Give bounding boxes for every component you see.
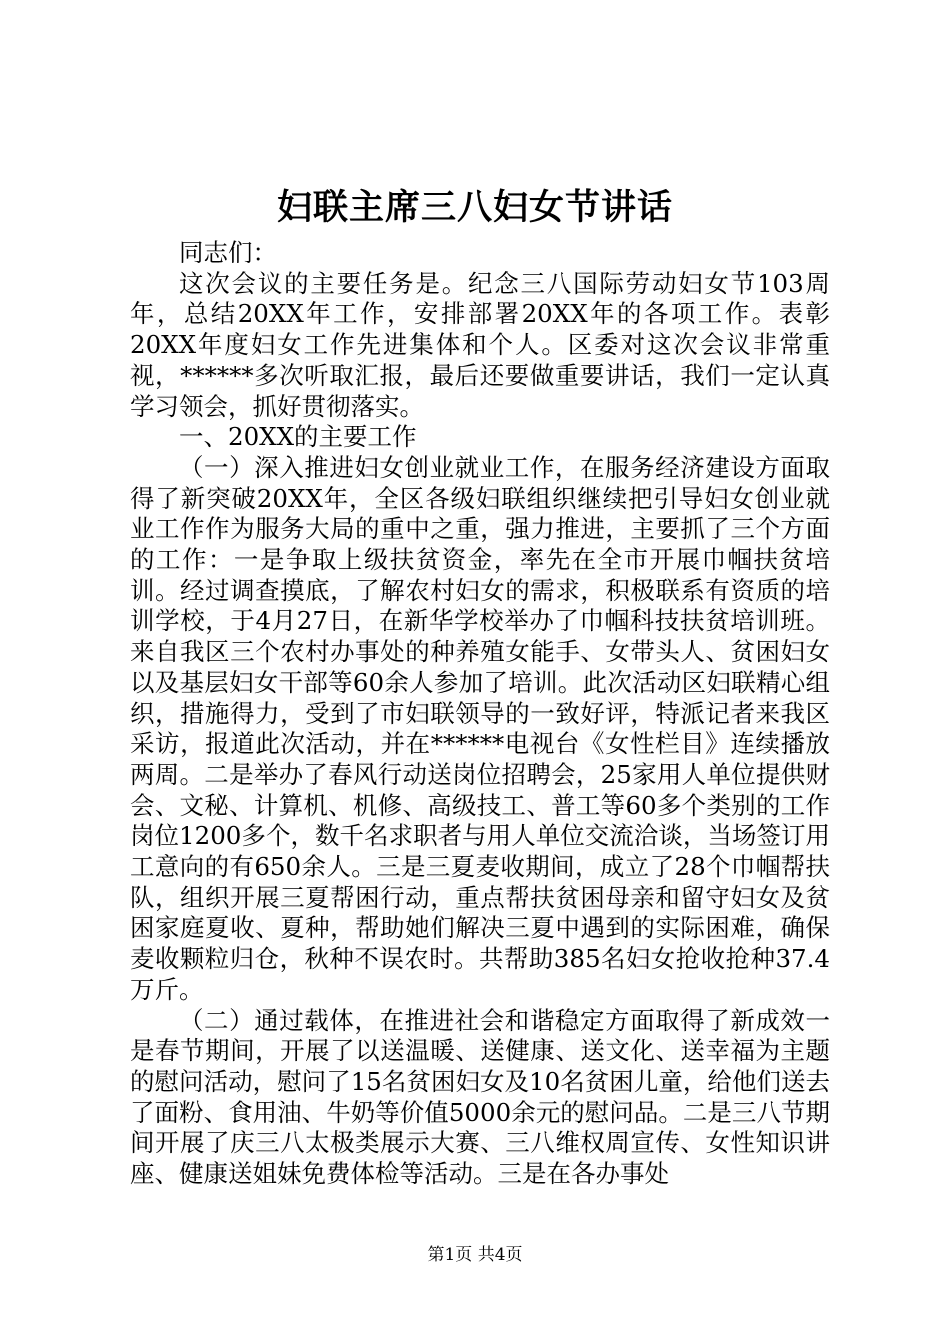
page-footer: 第1页 共4页 [427,1245,523,1265]
salutation-paragraph: 同志们： [179,238,277,267]
section-heading: 一、20XX的主要工作 [179,422,417,452]
body-paragraph: （一）深入推进妇女创业就业工作，在服务经济建设方面取得了新突破20XX年，全区各级妇联组织继续把引导妇女创业就业工作作为服务大局的重中之重，强力推进，主要抓了三个方面的工作：一是争取上级扶贫资金，率先在全市开展巾帼扶贫培训。经过调查摸底，了解农村妇女的需求，积极联系有资质的培训学校，于4月27日，在新华学校举办了巾帼科技扶贫培训班。来自我区三个农村办事处的种养殖女能手、女带头人、贫困妇女以及基层妇女干部等60余人参加了培训。此次活动区妇联精心组织，措施得力，受到了市妇联领导的一致好评，特派记者来我区采访，报道此次活动，并在******电视台《女性栏目》连续播放两周。二是举办了春风行动送岗位招聘会，25家用人单位提供财会、文秘、计算机、机修、高级技工、普工等60多个类别的工作岗位1200多个，数千名求职者与用人单位交流洽谈，当场签订用工意向的有650余人。三是三夏麦收期间，成立了28个巾帼帮扶队，组织开展三夏帮困行动，重点帮扶贫困母亲和留守妇女及贫困家庭夏收、夏种，帮助她们解决三夏中遇到的实际困难，确保麦收颗粒归仓，秋种不误农时。共帮助385名妇女抢收抢种37.4万斤。 [130,452,830,1004]
document-body [130,238,830,1190]
intro-paragraph: 这次会议的主要任务是。纪念三八国际劳动妇女节103周年，总结20XX年工作，安排部署20XX年的各项工作。表彰20XX年度妇女工作先进集体和个人。区委对这次会议非常重视，******多次听取汇报，最后还要做重要讲话，我们一定认真学习领会，抓好贯彻落实。 [130,268,830,421]
body-paragraph: （二）通过载体，在推进社会和谐稳定方面取得了新成效一是春节期间，开展了以送温暖、送健康、送文化、送幸福为主题的慰问活动，慰问了15名贫困妇女及10名贫困儿童，给他们送去了面粉、食用油、牛奶等价值5000余元的慰问品。二是三八节期间开展了庆三八太极类展示大赛、三八维权周宣传、女性知识讲座、健康送姐妹免费体检等活动。三是在各办事处 [130,1005,830,1189]
document-title: 妇联主席三八妇女节讲话 [276,187,673,228]
